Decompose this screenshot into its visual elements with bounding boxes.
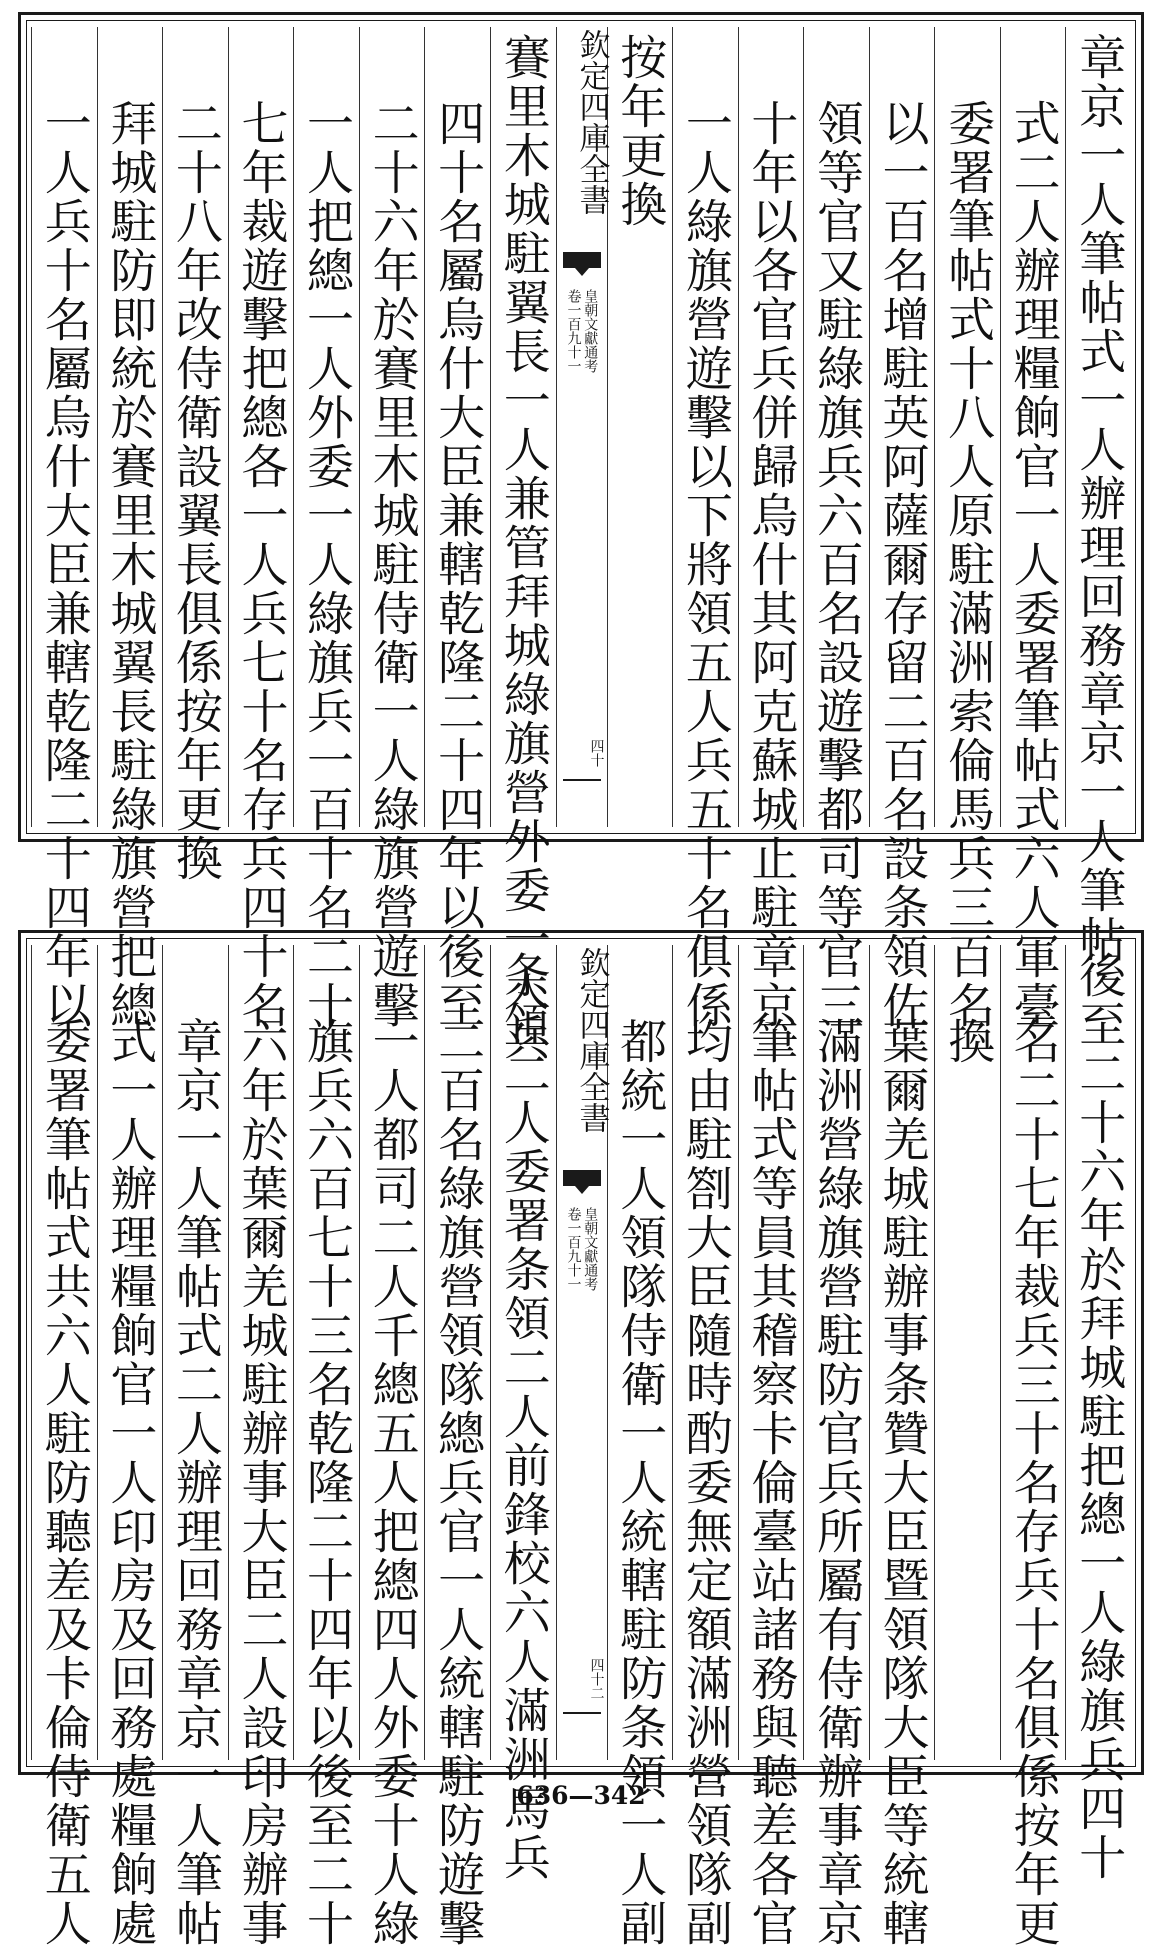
book-title: 欽定四庫全書 [573,29,610,215]
column-text: 拜城駐防即統於賽里木城翼長駐綠旗營把總 [102,99,158,1030]
center-fold [556,27,610,827]
text-column [672,945,738,1948]
text-column [738,945,804,1948]
text-column [934,27,1000,1030]
footer-page-code: 636—342 [516,1781,646,1810]
column-text: 都統一人領隊侍衛一人統轄駐防条領一人副 [612,1017,668,1948]
text-column [228,945,294,1948]
lower-fishtail [563,779,601,787]
column-text: 名二十七年裁兵三十名存兵十名俱係按年更 [1005,1017,1061,1948]
column-text: 旗兵六百七十三名乾隆二十四年以後至二十 [299,1017,355,1948]
column-text: 委署筆帖式十八人原駐滿洲索倫馬兵三百名 [940,99,996,1030]
column-text: 二十六年於賽里木城駐侍衛一人綠旗營遊擊 [364,99,420,1030]
column-text: 章京一人筆帖式二人辦理回務章京一人筆帖 [167,1017,223,1948]
text-column [293,27,359,1030]
text-column [228,27,294,1030]
column-text: 式一人辦理糧餉官一人印房及回務處糧餉處 [102,1017,158,1948]
column-text: 四十名屬烏什大臣兼轄乾隆二十四年以後至 [430,99,486,1030]
fishtail-mark [563,1170,601,1186]
page-number: 四十二 [588,1658,605,1700]
column-text: 章京一人筆帖式一人辦理回務章京一人筆帖 [1071,33,1127,964]
source-title: 皇朝文獻通考 [582,1207,599,1291]
text-column [607,27,673,827]
column-text: 七年裁遊擊把總各一人兵七十名存兵四十名 [233,99,289,1030]
text-column [1000,27,1066,1030]
lower-fishtail [563,1712,601,1720]
text-column [1065,27,1131,964]
column-text: 二百名綠旗營領隊總兵官一人統轄駐防遊擊 [430,1017,486,1948]
column-text: 換 [940,1017,996,1066]
text-column [97,945,163,1948]
text-column [31,27,97,1030]
text-column [1065,945,1131,1882]
text-column [31,945,97,1948]
column-text: 六年於葉爾羌城駐辦事大臣二人設印房辦事 [233,1017,289,1948]
text-column [1000,945,1066,1948]
center-subtitle [559,289,605,373]
column-text: 条領二人委署条領二人前鋒校六人滿洲馬兵 [495,951,551,1882]
text-column [672,27,738,1030]
column-text: 葉爾羌城駐辦事条贊大臣暨領隊大臣等統轄 [874,1017,930,1948]
column-text: 以一百名增駐英阿薩爾存留二百名設条領佐 [874,99,930,1030]
column-text: 按年更換 [612,33,668,229]
text-column [162,945,228,1948]
column-text: 十年以各官兵併歸烏什其阿克蘇城止駐章京 [743,99,799,1030]
text-column [738,27,804,1030]
text-column [607,945,673,1948]
column-text: 領等官又駐綠旗兵六百名設遊擊都司等官三 [808,99,864,1030]
center-fold [556,945,610,1760]
column-text: 一人綠旗營遊擊以下將領五人兵五十名俱係 [677,99,733,1030]
column-text: 滿洲營綠旗營駐防官兵所屬有侍衛辦事章京 [808,1017,864,1948]
text-column [803,27,869,1030]
text-column [869,945,935,1948]
column-text: 均由駐劄大臣隨時酌委無定額滿洲營領隊副 [677,1017,733,1948]
center-subtitle [559,1207,605,1291]
top-page [18,12,1144,1062]
fishtail-mark [563,252,601,268]
text-column [490,945,556,1882]
column-text: 一人都司二人千總五人把總四人外委十人綠 [364,1017,420,1948]
text-column [490,27,556,1062]
text-column [359,945,425,1948]
text-column [97,27,163,1030]
text-column [424,945,490,1948]
text-column [424,27,490,1030]
column-text: 賽里木城駐翼長一人兼管拜城綠旗營外委一人兵 [495,33,551,1062]
top-columns [31,27,1131,1062]
text-column [869,27,935,1030]
text-column [293,945,359,1948]
text-column [359,27,425,1030]
column-text: 式二人辦理糧餉官一人委署筆帖式六人軍臺 [1005,99,1061,1030]
text-column [162,27,228,883]
column-text: 二十八年改侍衛設翼長俱係按年更換 [167,99,223,883]
volume-number: 卷一百九十一 [565,289,582,373]
page-number: 四十 [588,739,605,767]
text-column [934,945,1000,1760]
column-text: 一人兵十名屬烏什大臣兼轄乾隆二十四年以 [36,99,92,1030]
book-title: 欽定四庫全書 [573,947,610,1133]
volume-number: 卷一百九十一 [565,1207,582,1291]
text-column [803,945,869,1948]
column-text: 一人把總一人外委一人綠旗兵一百十名二十 [299,99,355,1030]
column-text: 委署筆帖式共六人駐防聽差及卡倫侍衛五人 [36,1017,92,1948]
column-text: 筆帖式等員其稽察卡倫臺站諸務與聽差各官 [743,1017,799,1948]
column-text: 後至二十六年於拜城駐把總一人綠旗兵四十 [1071,951,1127,1882]
source-title: 皇朝文獻通考 [582,289,599,373]
